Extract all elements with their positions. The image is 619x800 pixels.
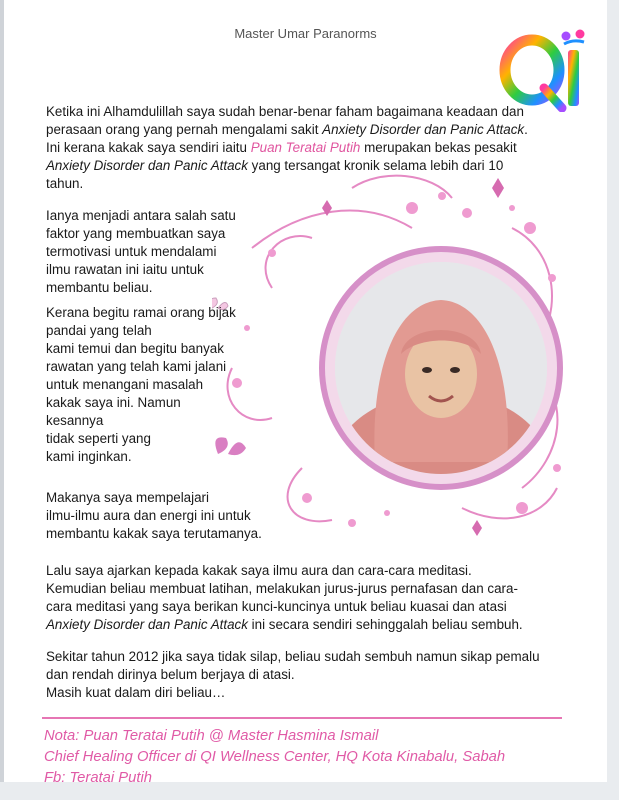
paragraph-4 [46,489,262,543]
paragraph-6-line: dan rendah dirinya belum berjaya di atasi. [46,667,295,682]
paragraph-5-line-2: Kemudian beliau membuat latihan, melakukan jurus-jurus pernafasan dan cara- [46,581,518,596]
paragraph-3-line: Kerana begitu ramai orang bijak [46,305,236,320]
paragraph-3-line: kakak saya ini. Namun [46,395,181,410]
portrait-photo [335,262,547,474]
paragraph-3 [46,304,236,466]
paragraph-3-line: tidak seperti yang [46,431,151,446]
intro-line-5: tahun. [46,176,84,191]
paragraph-4-line: ilmu-ilmu aura dan energi ini untuk [46,508,251,523]
paragraph-2-line: Ianya menjadi antara salah satu [46,208,236,223]
note-line: Fb: Teratai Putih [44,770,153,786]
intro-line-1: Ketika ini Alhamdulillah saya sudah benar-benar faham bagaimana keadaan dan [46,104,524,119]
intro-line-2: perasaan orang yang pernah mengalami sakit Anxiety Disorder dan Panic Attack. [46,122,528,137]
paragraph-2 [46,207,236,297]
document-page [4,0,607,786]
paragraph-3-line: rawatan yang telah kami jalani [46,359,227,374]
page-header-title: Master Umar Paranorms [234,26,377,41]
note-divider [42,717,562,719]
paragraph-2-line: membantu beliau. [46,280,153,295]
note-line: Nota: Puan Teratai Putih @ Master Hasmina Ismail [44,728,379,744]
author-note [44,726,505,789]
paragraph-4-line: Makanya saya mempelajari [46,490,209,505]
portrait-frame [319,246,563,490]
paragraph-6-line: Masih kuat dalam diri beliau… [46,685,226,700]
paragraph-3-line: kami inginkan. [46,449,132,464]
paragraph-4-line: membantu kakak saya terutamanya. [46,526,262,541]
paragraph-2-line: faktor yang membuatkan saya [46,226,226,241]
paragraph-5-line-1: Lalu saya ajarkan kepada kakak saya ilmu aura dan cara-cara meditasi. [46,563,472,578]
intro-line-4: Anxiety Disorder dan Panic Attack yang tersangat kronik selama lebih dari 10 [46,158,504,173]
qi-logo [496,22,596,112]
note-line: Chief Healing Officer di QI Wellness Center, HQ Kota Kinabalu, Sabah [44,749,506,765]
paragraph-5-line-4: Anxiety Disorder dan Panic Attack ini secara sendiri sehinggalah beliau sembuh. [46,617,523,632]
paragraph-3-line: kami temui dan begitu banyak [46,341,224,356]
intro-line-3: Ini kerana kakak saya sendiri iaitu Puan Teratai Putih merupakan bekas pesakit [46,140,517,155]
paragraph-3-line: untuk menangani masalah [46,377,204,392]
paragraph-2-line: termotivasi untuk mendalami [46,244,217,259]
paragraph-6-line: Sekitar tahun 2012 jika saya tidak silap, beliau sudah sembuh namun sikap pemalu [46,649,540,664]
paragraph-6 [46,648,540,702]
paragraph-5-line-3: cara meditasi yang saya berikan kunci-kuncinya untuk beliau kuasai dan atasi [46,599,507,614]
paragraph-3-line: kesannya [46,413,104,428]
paragraph-2-line: ilmu rawatan ini iaitu untuk [46,262,204,277]
paragraph-5 [46,562,523,634]
window-frame-right [607,0,619,800]
paragraph-3-line: pandai yang telah [46,323,152,338]
